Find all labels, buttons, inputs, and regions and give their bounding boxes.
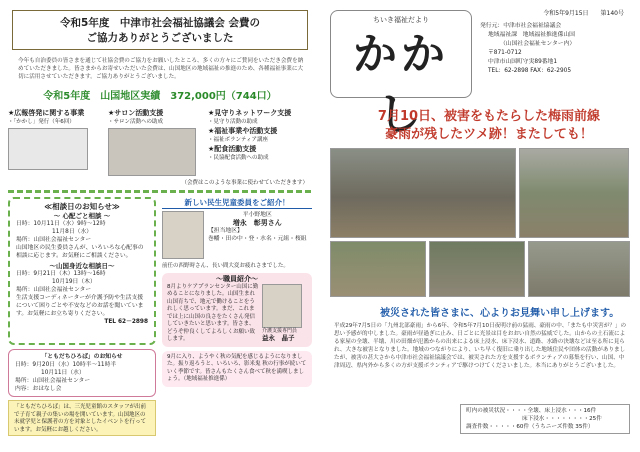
staff-photo <box>262 284 302 328</box>
tomodachi-box <box>8 349 156 397</box>
minsei-area: 平小野地区 <box>242 212 272 218</box>
tomodachi-place: 場所：山国社会福祉センター <box>15 378 91 384</box>
minsei-caption: 前任の西野時さん、長い間大変お疲れさまでした。 <box>162 263 289 269</box>
photo-row-bottom <box>330 241 630 297</box>
stats-line: 調査件数・・・・・60件（うちニーズ件数 35件） <box>466 424 594 430</box>
sympathy-callout: 被災された皆さまに、心よりお見舞い申し上げます。 <box>380 308 620 319</box>
consult-box <box>8 197 156 345</box>
thanks-line1: 令和5年度 中津市社会福祉協議会 会費の <box>60 17 260 29</box>
publisher-info <box>480 22 632 76</box>
minsei-photo <box>162 211 204 259</box>
consult-place2: 場所：山国社会福祉センター <box>16 287 92 293</box>
consult-tel: TEL 62－2898 <box>104 319 148 325</box>
pub-line: 中津市山国町守実89番地1 <box>488 59 558 65</box>
right-page <box>320 0 640 452</box>
consult-dates1b: 11月8日（水） <box>52 229 93 235</box>
newsletter-photo <box>8 128 88 170</box>
damage-stats <box>460 404 630 434</box>
pub-line: TEL：62-2898 FAX：62-2905 <box>488 68 572 74</box>
staff-name: 益永 晶子 <box>262 334 295 342</box>
pub-line: （山国社会福祉センター内） <box>500 41 576 47</box>
category-item: ・「かかし」発行（年6回） <box>8 119 75 125</box>
consult-desc2: 生活支援コーディネーターが介護予防や生活支援について困りごとや不安などのお話を聞いています。お気軽にお立ち寄りください。 <box>16 295 144 317</box>
category-pr <box>8 108 104 176</box>
masthead-subtitle: ちいき福祉だより <box>373 16 429 24</box>
category-title: ★広報啓発に関する事業 <box>8 109 85 117</box>
pub-line: 発行元：中津市社会福祉協議会 <box>480 23 562 29</box>
tomodachi-date1: 日時：9月20日（水）10時半～11時半 <box>15 362 117 368</box>
staff-body: 8月よりケアプランセンター山国に勤めることになりました。山国生まれ山国育ちで、地元で働けることをうれしく思っています。まだ、これまでは上に山国の良さをたくさん発信していきたいと思います。皆さま、どうぞ仲良くしてよろしくお願い致します。 <box>167 283 259 342</box>
minsei-role: 巻幡・田の中・登・水名・元組・桜組 <box>208 236 307 242</box>
usage-note: （会費はこのような事業に使わせていただきます） <box>181 180 308 186</box>
pub-line: 〒871-0712 <box>488 50 522 56</box>
category-item: ・サロン活動への助成 <box>108 119 164 125</box>
consult-dates2: 日時：9月21日（木）13時～16時 <box>16 271 106 277</box>
stats-line: 町内の被災状況・・・・全壊、床上浸水・・・16件 <box>466 408 597 414</box>
category-row <box>8 108 312 176</box>
staff-title: ～職員紹介～ <box>216 275 258 283</box>
category-title: ★見守りネットワーク支援 <box>208 109 292 117</box>
tomodachi-extra: 内容：おはなし会 <box>15 386 62 392</box>
masthead <box>330 10 472 140</box>
flood-photo <box>528 241 630 297</box>
flood-photo <box>429 241 525 297</box>
consult-title: ≪相談日のお知らせ≫ <box>44 202 120 211</box>
category-watch <box>208 108 312 176</box>
photo-row-top <box>330 148 630 238</box>
consult-sub2: ～山国身近な相談日～ <box>49 262 115 270</box>
consult-desc1: 山国地区の民生委員さんが、いろいろな心配事の相談に応じます。お気軽にご相談ください。 <box>16 245 144 259</box>
masthead-title: かかし <box>353 29 449 140</box>
tomodachi-desc: 「ともだちひろば」は、三光児童館のスタッフが出前で子育て親子の集いの場を開いています。山国地区の未就学児と保護者の方を対象としたイベントを行っています。お気軽にお越しください。 <box>8 400 156 436</box>
tomodachi-title: 「ともだちひろば」のお知らせ <box>41 354 123 360</box>
staff-side <box>262 284 302 344</box>
minsei-row <box>162 211 312 259</box>
category-item: ・民協配食活動への助成 <box>208 155 269 161</box>
autumn-note: 9月に入り、ようやく秋の気配を感じるようになりました。振り返ろうと、いろいろ、影米鬼 秋の行事が続いていく季節です。皆さんもたくさん食べて秋を満喫しましょう。（地域福祉推進係） <box>162 351 312 387</box>
staff-box <box>162 273 312 347</box>
category-item: ・福祉ボランティア講座 <box>208 137 269 143</box>
category-item: ・見守り活動の助成 <box>208 119 258 125</box>
intro-text: 今年も自治委員の皆さまを通じて社協会費のご協力をお願いしたところ、多くの方々にご賛同をいただき会費を納めていただきました。皆さまからお寄せいただいた会費は、山国地区の地域福祉の推進のため、各種福祉事業に大切に活用させていただきます。ご協力ありがとうございました。 <box>18 58 304 80</box>
flood-photo <box>519 148 629 238</box>
amount-line: 令和5年度 山国地区実績 372,000円（744口） <box>43 91 277 102</box>
photo-grid <box>330 148 630 297</box>
stats-line: 床下浸水・・・・・・・・25件 <box>522 416 602 422</box>
lower-left <box>8 197 312 436</box>
salon-photo <box>108 128 196 176</box>
tomodachi-date2: 10月11日（水） <box>41 370 85 376</box>
category-title: ★配食活動支援 <box>208 145 257 153</box>
category-title: ★福祉事業や活動支援 <box>208 127 278 135</box>
left-column <box>8 197 156 436</box>
issue-line: 令和5年9月15日 第140号 <box>543 10 624 17</box>
thanks-line2: ご協力ありがとうございました <box>86 32 234 44</box>
flood-photo <box>330 241 426 297</box>
thanks-header <box>12 10 308 50</box>
minsei-role-title: 【担当地区】 <box>208 228 243 234</box>
divider <box>8 190 312 193</box>
minsei-name: 増永 彰男さん <box>232 219 282 227</box>
staff-role: 介護支援専門員 <box>262 327 298 334</box>
right-column <box>162 197 312 436</box>
headline-line2: 豪雨が残したツメ跡！またしても！ <box>385 127 593 142</box>
article-body: 平成29年7月5日の「九州北部豪雨」から6年、令和5年7月10日夜明け前の猛雨、豪雨の中、「またも中災害が？」の思い予感が的中しました。豪雨が昼過ぎに止み、日ごとに光景は目をおおい自然の猛威でした。山からの土石流による家屋の全壊、半壊、川の田畑が氾濫からの出来による床上浸水、床下浸水、道路、水路の決壊などは至る所に見られ、大きな被害となりました。地域のつながりにより、いち早く復旧に乗り出した地域住民や団体の活動がありましたが、被害の甚大さから中津市社会福祉協議会では、被災された方を支援するボランティアの募集を行い、山国、中津周辺、県内外から多くの方が支援ボランティアで駆けつけてくださいました。本当にありがとうございました。 <box>334 323 627 369</box>
minsei-info <box>208 211 307 259</box>
consult-place1: 場所：山国社会福祉センター <box>16 237 92 243</box>
pub-line: 地域福祉課 地域福祉推進係山国 <box>488 32 575 38</box>
category-title: ★サロン活動支援 <box>108 109 164 117</box>
flood-photo <box>330 148 516 238</box>
minsei-title: 新しい民生児童委員をご紹介！ <box>162 197 312 209</box>
headline-line1: 7月10日、被害をもたらした梅雨前線 <box>377 109 601 124</box>
headline <box>344 108 634 144</box>
category-salon <box>108 108 204 176</box>
consult-sub1: ～ 心配ごと相談 ～ <box>53 212 111 220</box>
consult-dates1: 日時：10月11日（水）9時～12時 <box>16 221 106 227</box>
consult-dates2b: 10月19日（木） <box>52 279 96 285</box>
staff-row <box>167 284 307 344</box>
